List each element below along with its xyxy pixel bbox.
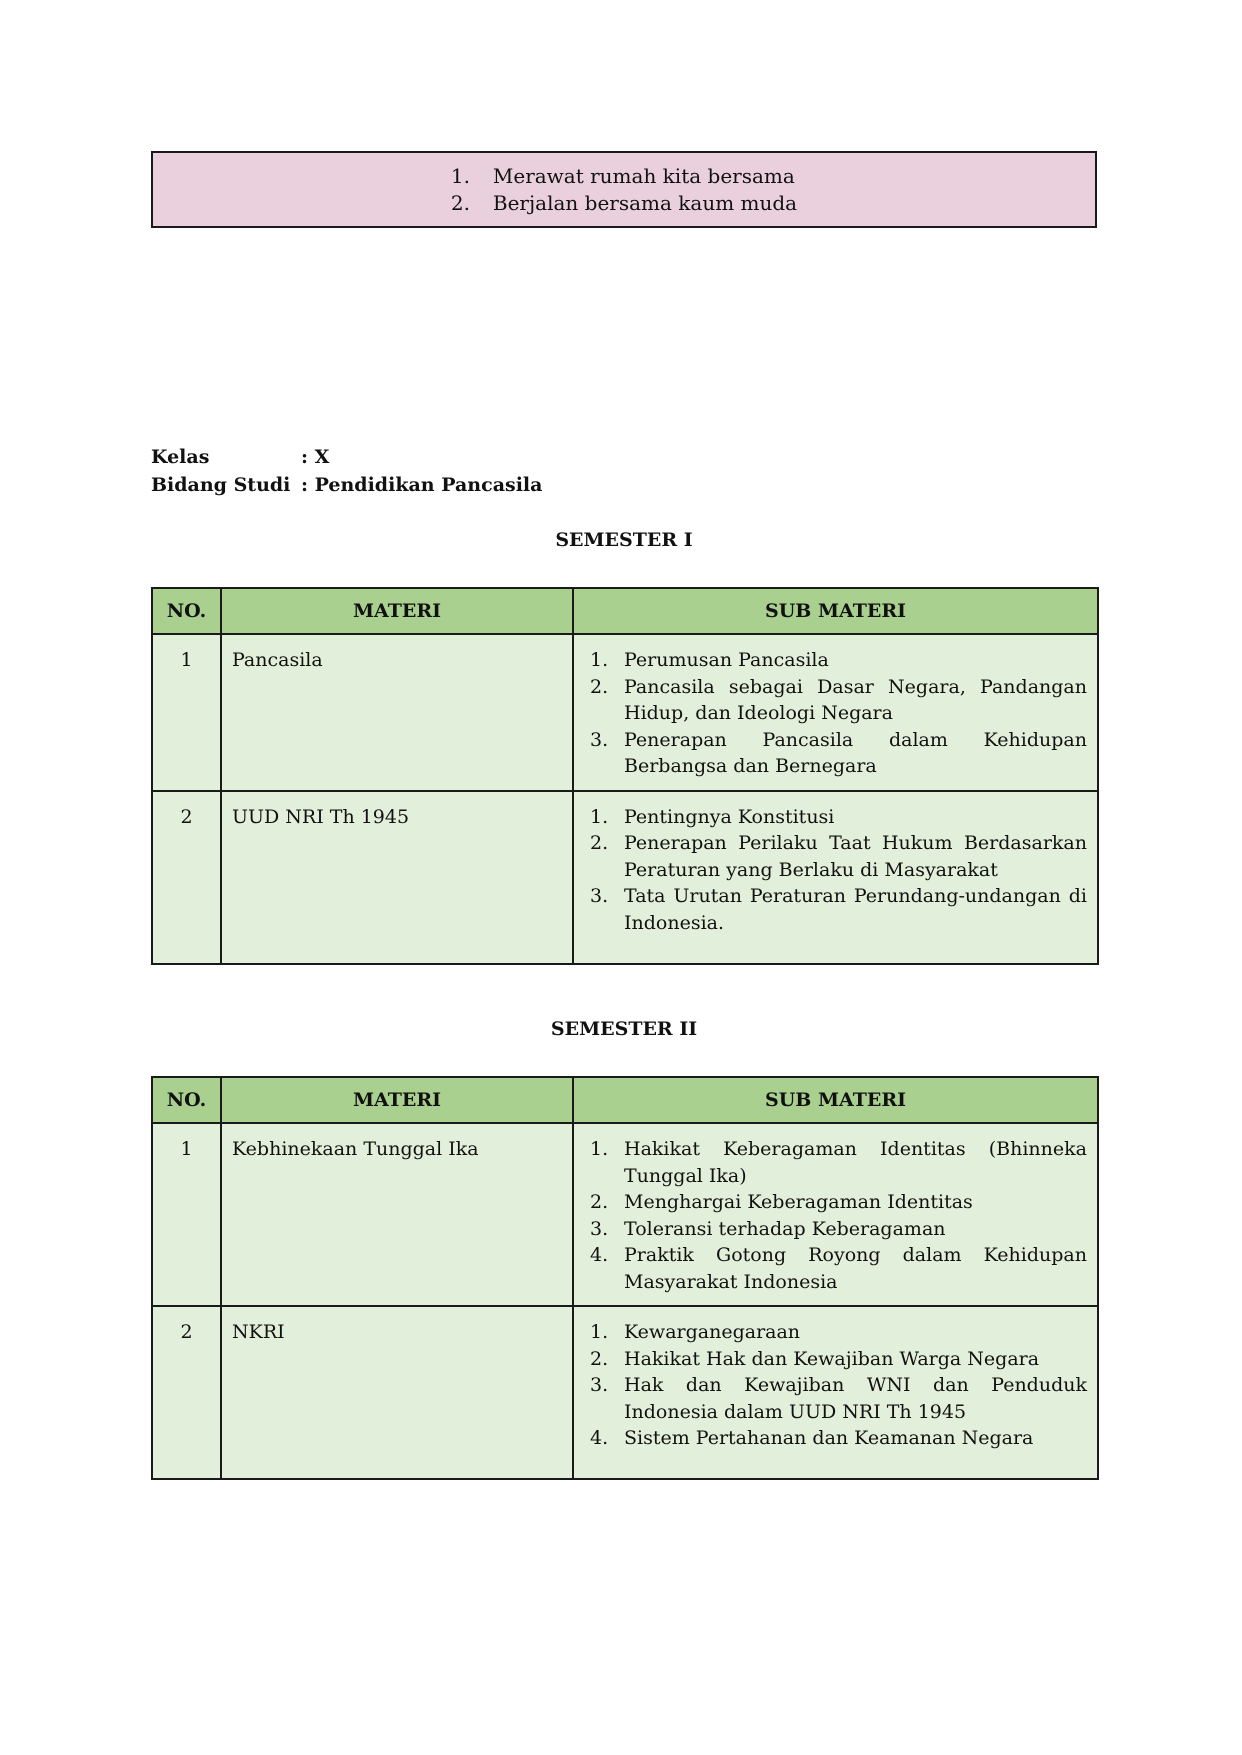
list-number: 3. xyxy=(590,728,609,751)
values-box xyxy=(151,151,1097,228)
bidang-value: : Pendidikan Pancasila xyxy=(301,474,543,496)
kelas-label: Kelas xyxy=(151,446,210,468)
table-header-row xyxy=(152,1077,1098,1123)
row-sub-materi xyxy=(573,791,1098,964)
values-item-text: Merawat rumah kita bersama xyxy=(492,163,795,188)
list-item xyxy=(584,674,1087,727)
kelas-line xyxy=(151,443,329,471)
row-number: 1 xyxy=(152,1123,221,1306)
table-header-row xyxy=(152,588,1098,634)
list-number: 2. xyxy=(590,832,609,854)
row-sub-materi xyxy=(573,1123,1098,1306)
list-number: 3. xyxy=(590,885,609,907)
header-materi: MATERI xyxy=(221,588,573,634)
list-number: 2. xyxy=(590,675,609,698)
semester-2-table xyxy=(151,1076,1099,1480)
header-materi: MATERI xyxy=(221,1077,573,1123)
table-row xyxy=(152,1123,1098,1306)
row-materi: Pancasila xyxy=(221,634,573,791)
list-item xyxy=(584,1189,1087,1216)
list-item xyxy=(584,1372,1087,1425)
semester-1-table xyxy=(151,587,1099,965)
list-text: Menghargai Keberagaman Identitas xyxy=(624,1191,973,1213)
list-number: 4. xyxy=(590,1427,609,1449)
row-number: 1 xyxy=(152,634,221,791)
list-text: Pancasila sebagai Dasar Negara, Pandangan Hidup, dan Ideologi Negara xyxy=(624,675,1087,724)
header-no: NO. xyxy=(152,588,221,634)
values-item-number: 2. xyxy=(450,190,470,215)
list-item xyxy=(584,1136,1087,1189)
list-number: 4. xyxy=(590,1244,609,1266)
values-item-text: Berjalan bersama kaum muda xyxy=(492,190,798,215)
list-text: Kewarganegaraan xyxy=(624,1321,801,1343)
list-text: Penerapan Pancasila dalam Kehidupan Berbangsa dan Bernegara xyxy=(624,728,1087,777)
list-text: Sistem Pertahanan dan Keamanan Negara xyxy=(624,1427,1034,1449)
table-row xyxy=(152,634,1098,791)
list-number: 1. xyxy=(590,1321,609,1343)
list-item xyxy=(584,727,1087,780)
table-row xyxy=(152,791,1098,964)
row-sub-materi xyxy=(573,634,1098,791)
row-materi: Kebhinekaan Tunggal Ika xyxy=(221,1123,573,1306)
list-text: Hakikat Keberagaman Identitas (Bhinneka Tunggal Ika) xyxy=(624,1138,1087,1187)
row-number: 2 xyxy=(152,791,221,964)
header-sub-materi: SUB MATERI xyxy=(573,1077,1098,1123)
list-text: Toleransi terhadap Keberagaman xyxy=(624,1217,946,1240)
list-text: Praktik Gotong Royong dalam Kehidupan Masyarakat Indonesia xyxy=(624,1244,1087,1293)
semester-2-title: SEMESTER II xyxy=(550,1018,698,1040)
list-number: 1. xyxy=(590,649,609,671)
row-materi: NKRI xyxy=(221,1306,573,1479)
list-number: 3. xyxy=(590,1374,609,1396)
list-number: 1. xyxy=(590,805,609,828)
table-row xyxy=(152,1306,1098,1479)
values-list xyxy=(451,163,797,217)
list-text: Hakikat Hak dan Kewajiban Warga Negara xyxy=(624,1347,1040,1370)
bidang-label: Bidang Studi xyxy=(151,474,291,496)
list-number: 1. xyxy=(590,1138,609,1160)
values-item-number: 1. xyxy=(450,163,470,188)
header-no: NO. xyxy=(152,1077,221,1123)
list-item xyxy=(584,1425,1087,1452)
list-number: 2. xyxy=(590,1347,609,1370)
list-text: Tata Urutan Peraturan Perundang-undangan di Indonesia. xyxy=(624,885,1087,934)
list-text: Pentingnya Konstitusi xyxy=(624,805,835,828)
header-sub-materi: SUB MATERI xyxy=(573,588,1098,634)
values-item xyxy=(451,163,797,190)
bidang-line xyxy=(151,471,542,499)
list-item xyxy=(584,1319,1087,1346)
list-item xyxy=(584,647,1087,674)
list-text: Penerapan Perilaku Taat Hukum Berdasarkan Peraturan yang Berlaku di Masyarakat xyxy=(624,832,1087,881)
list-item xyxy=(584,1242,1087,1295)
kelas-value: : X xyxy=(301,446,330,468)
values-item xyxy=(451,190,797,217)
row-sub-materi xyxy=(573,1306,1098,1479)
list-number: 2. xyxy=(590,1191,609,1213)
row-number: 2 xyxy=(152,1306,221,1479)
list-item xyxy=(584,804,1087,831)
list-text: Hak dan Kewajiban WNI dan Penduduk Indonesia dalam UUD NRI Th 1945 xyxy=(624,1374,1087,1423)
semester-1-title: SEMESTER I xyxy=(555,529,693,551)
list-item xyxy=(584,830,1087,883)
list-number: 3. xyxy=(590,1217,609,1240)
row-materi: UUD NRI Th 1945 xyxy=(221,791,573,964)
list-text: Perumusan Pancasila xyxy=(624,649,829,671)
list-item xyxy=(584,1346,1087,1373)
list-item xyxy=(584,883,1087,936)
list-item xyxy=(584,1216,1087,1243)
